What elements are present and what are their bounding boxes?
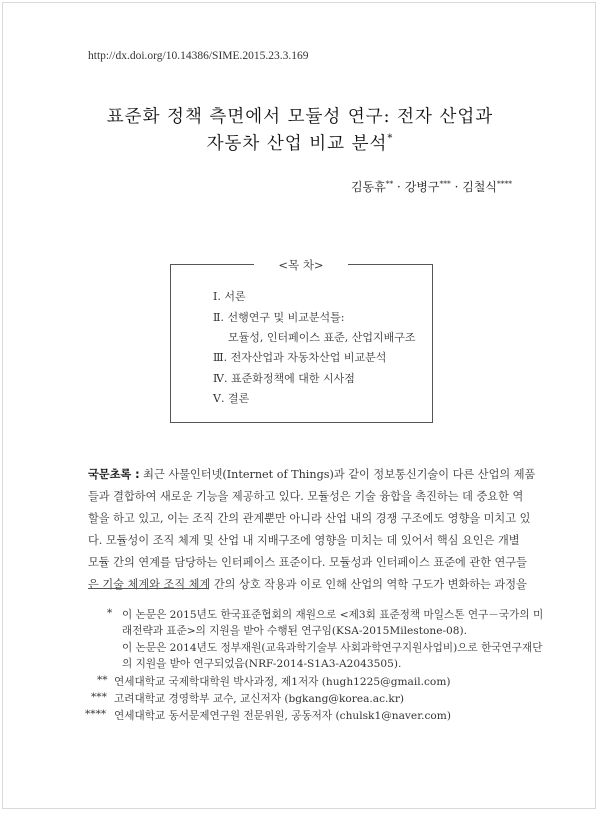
toc-item: Ⅰ. 서론 [213, 290, 246, 303]
footnote-line: 연세대학교 동서문제연구원 전문위원, 공동저자 (chulsk1@naver.com) [114, 710, 451, 722]
footnote-line: 의 지원을 받아 연구되었음(NRF-2014-S1A3-A2043505). [122, 658, 402, 670]
author-name: 김동휴 [350, 180, 386, 194]
footnote-mark: *** [91, 691, 107, 703]
toc-title: <목 차> [254, 257, 348, 273]
author-separator: · [397, 180, 401, 194]
footnote-line: 이 논문은 2015년도 한국표준협회의 재원으로 <제3회 표준정책 마일스톤 연구－국가의 미 [122, 609, 544, 621]
abstract-line: 다. 모듈성이 조직 체계 및 산업 내 지배구조에 영향을 미치는 데 있어서 핵심 요인은 개별 [88, 534, 520, 547]
abstract-line: 할을 하고 있고, 이는 조직 간의 관계뿐만 아니라 산업 내의 경쟁 구조에도 영향을 미치고 있 [88, 512, 531, 525]
footnote-divider [88, 588, 208, 589]
paper-title-line1: 표준화 정책 측면에서 모듈성 연구: 전자 산업과 [106, 107, 494, 127]
author-mark: ** [385, 179, 394, 188]
abstract-line: 은 기술 체계와 조직 체계 간의 상호 작용과 이로 인해 산업의 역학 구도가 변화하는 과정을 [88, 578, 527, 591]
footnote-mark: **** [85, 708, 107, 720]
abstract-line [88, 466, 536, 482]
author-mark: **** [497, 179, 512, 188]
paper-title-line2 [60, 130, 540, 155]
abstract-line: 들과 결합하여 새로운 기능을 제공하고 있다. 모듈성은 기술 융합을 촉진하는 데 중요한 역 [88, 490, 524, 503]
toc-item: Ⅳ. 표준화정책에 대한 시사점 [213, 372, 355, 385]
toc-item: Ⅴ. 결론 [213, 392, 250, 405]
author-separator: · [454, 180, 459, 194]
footnote-mark: * [107, 607, 113, 619]
author-mark: *** [439, 179, 451, 188]
toc-item: Ⅱ. 선행연구 및 비교분석틀: [213, 311, 345, 324]
footnote-line: 연세대학교 국제학대학원 박사과정, 제1저자 (hugh1225@gmail.com) [114, 676, 451, 688]
author-name: 강병구 [404, 180, 440, 194]
abstract-text: 최근 사물인터넷(Internet of Things)과 같이 정보통신기술이 다른 산업의 제품 [143, 468, 536, 481]
author-list [351, 178, 512, 195]
footnote-line: 래전략과 표준>의 지원을 받아 수행된 연구임(KSA-2015Milestone-08). [122, 625, 468, 637]
toc-item: 모듈성, 인터페이스 표준, 산업지배구조 [228, 331, 416, 344]
footnote-line: 고려대학교 경영학부 교수, 교신저자 (bgkang@korea.ac.kr) [114, 693, 405, 705]
toc-item: Ⅲ. 전자산업과 자동차산업 비교분석 [213, 351, 387, 364]
footnote-mark: ** [97, 674, 108, 686]
doi-link[interactable]: http://dx.doi.org/10.14386/SIME.2015.23.3.169 [88, 50, 309, 62]
footnote-line: 이 논문은 2014년도 정부재원(교육과학기술부 사회과학연구지원사업비)으로 한국연구재단 [122, 642, 543, 654]
title-line2-text: 자동차 산업 비교 분석 [206, 134, 388, 154]
abstract-label: 국문초록 : [88, 468, 140, 481]
author-name: 김철식 [462, 180, 497, 194]
abstract-line: 모듈 간의 연계를 담당하는 인터페이스 표준이다. 모듈성과 인터페이스 표준에 관한 연구들 [88, 556, 527, 569]
title-footnote-mark: * [387, 133, 394, 144]
